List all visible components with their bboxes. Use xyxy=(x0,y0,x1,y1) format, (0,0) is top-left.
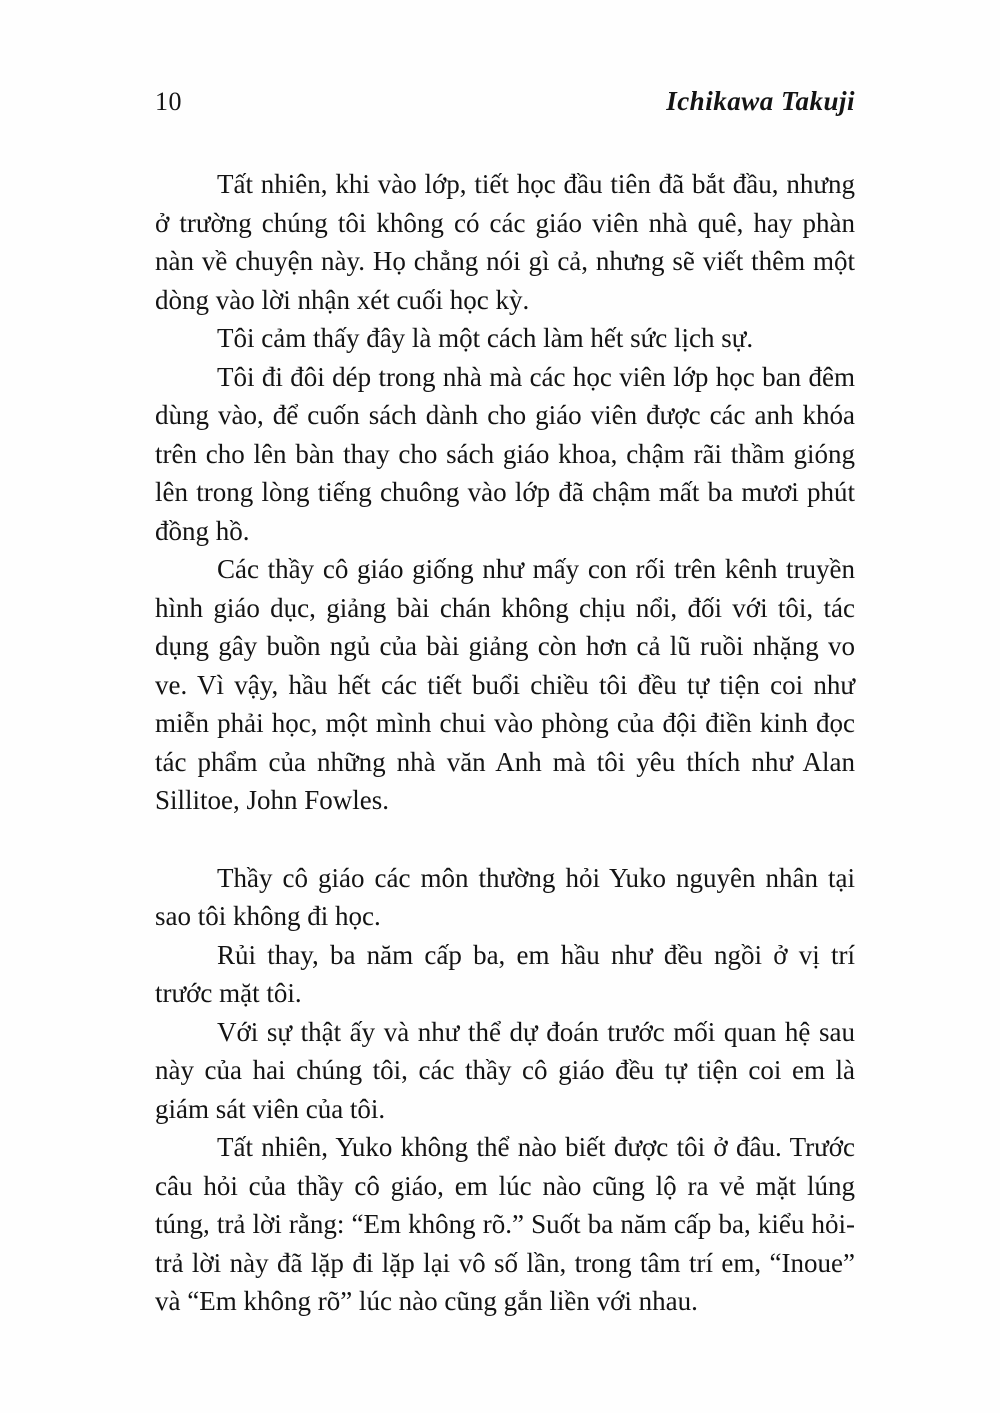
paragraph: Thầy cô giáo các môn thường hỏi Yuko nguyên nhân tại sao tôi không đi học. xyxy=(155,862,855,931)
paragraph: Các thầy cô giáo giống như mấy con rối trên kênh truyền hình giáo dục, giảng bài chán không chịu nổi, đối với tôi, tác dụng gây buồn ngủ của bài giảng còn hơn cả lũ ruồi nhặng vo ve. Vì vậy, hầu hết các tiết buổi chiều tôi đều tự tiện coi như miễn phải học, một mình chui vào phòng của đội điền kinh đọc tác phẩm của những nhà văn Anh mà tôi yêu thích như Alan Sillitoe, John Fowles. xyxy=(155,554,855,815)
page-number: 10 xyxy=(155,87,182,116)
paragraph: Tôi cảm thấy đây là một cách làm hết sức lịch sự. xyxy=(217,323,754,353)
body-text xyxy=(155,165,855,1321)
paragraph: Tôi đi đôi dép trong nhà mà các học viên lớp học ban đêm dùng vào, để cuốn sách dành cho giáo viên được các anh khóa trên cho lên bàn thay cho sách giáo khoa, chậm rãi thầm gióng lên trong lòng tiếng chuông vào lớp đã chậm mất ba mươi phút đồng hồ. xyxy=(155,361,855,546)
paragraph: Tất nhiên, Yuko không thể nào biết được tôi ở đâu. Trước câu hỏi của thầy cô giáo, em lúc nào cũng lộ ra vẻ mặt lúng túng, trả lời rằng: “Em không rõ.” Suốt ba năm cấp ba, kiểu hỏi-trả lời này đã lặp đi lặp lại vô số lần, trong tâm trí em, “Inoue” và “Em không rõ” lúc nào cũng gắn liền với nhau. xyxy=(155,1132,855,1316)
paragraph: Tất nhiên, khi vào lớp, tiết học đầu tiên đã bắt đầu, nhưng ở trường chúng tôi không có các giáo viên nhà quê, hay phàn nàn về chuyện này. Họ chẳng nói gì cả, nhưng sẽ viết thêm một dòng vào lời nhận xét cuối học kỳ. xyxy=(155,169,855,315)
author-name: Ichikawa Takuji xyxy=(666,86,855,116)
paragraph: Rủi thay, ba năm cấp ba, em hầu như đều ngồi ở vị trí trước mặt tôi. xyxy=(155,939,855,1008)
paragraph: Với sự thật ấy và như thể dự đoán trước mối quan hệ sau này của hai chúng tôi, các thầy cô giáo đều tự tiện coi em là giám sát viên của tôi. xyxy=(155,1016,855,1124)
running-header xyxy=(155,86,855,117)
